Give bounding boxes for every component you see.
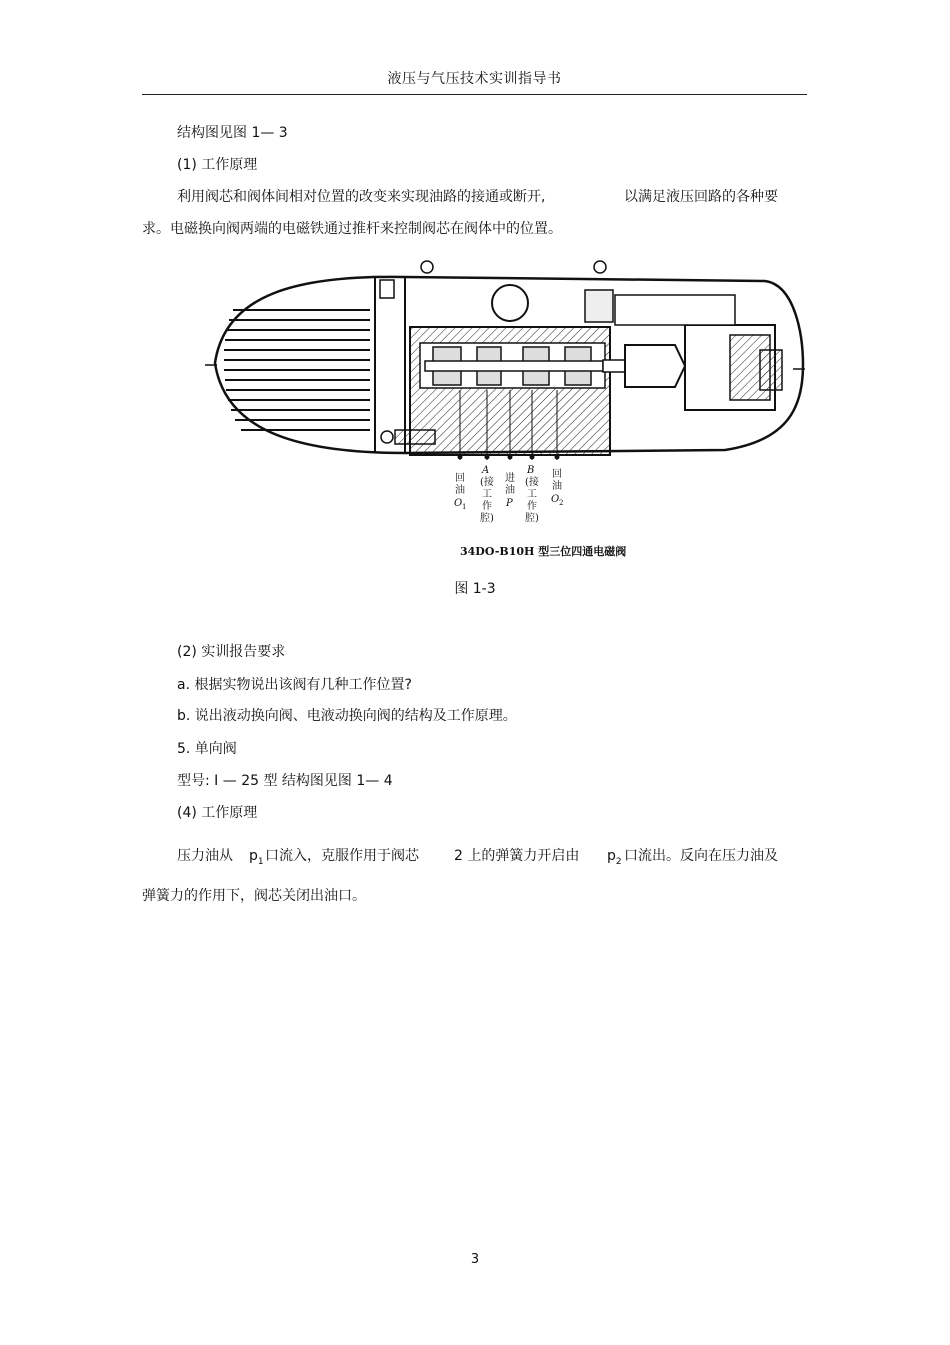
port-a-label-1: A [482,465,490,476]
connector [585,290,613,322]
check-valve-model: 型号: I — 25 型 结构图见图 1— 4 [177,773,393,789]
port-o2-label-2: 油 [552,481,562,492]
port-a-label-2: (接 [480,477,494,488]
requirement-b: b. 说出液动换向阀、电液动换向阀的结构及工作原理。 [177,708,517,724]
port-p-label-1: 进 [505,473,515,484]
port-o1-label-1: 回 [455,473,465,484]
port-o2-label-3: O [551,494,560,505]
valve-figure [205,255,805,565]
port-b-label-5: 腔) [525,513,539,524]
bottom-screw [395,430,435,444]
check-principle-p1: $p_1$ [249,848,264,867]
figure-caption: 图 1-3 [454,581,496,597]
check-principle-part-a: 压力油从 [177,848,233,864]
check-principle-part-d: 2 上的弹簧力开启由 [454,848,580,864]
top-port-circle [492,285,528,321]
port-b-label-3: 工 [527,489,537,500]
armature [625,345,685,387]
section-working-principle: (1) 工作原理 [177,157,258,173]
port-a-label-3: 工 [482,489,492,500]
port-b-label-2: (接 [525,477,539,488]
port-o1-sub: 1 [462,503,467,511]
check-principle-part-f: 口流出。反向在压力油及 [624,848,778,864]
port-o1-label-2: 油 [455,485,465,496]
port-a-label-5: 腔) [480,513,494,524]
port-p-label-3: P [506,498,513,509]
check-principle-part-c: 口流入，克服作用于阀芯 [265,848,419,864]
paragraph-principle-b: 以满足液压回路的各种要 [624,189,778,205]
section-report-requirements: (2) 实训报告要求 [177,644,286,660]
check-principle-continuation: 弹簧力的作用下，阀芯关闭出油口。 [142,888,366,904]
header-rule [142,94,807,95]
port-o2-sub: 2 [559,499,564,507]
requirement-a: a. 根据实物说出该阀有几种工作位置? [177,677,412,693]
check-principle-p2: $p_2$ [607,848,622,867]
page-number: 3 [470,1252,480,1267]
port-b-label-4: 作 [527,501,537,512]
section-working-principle-4: (4) 工作原理 [177,805,258,821]
port-a-label-4: 作 [482,501,492,512]
port-b-label-1: B [527,465,535,476]
valve-drawing [205,255,805,565]
paragraph-principle-c: 求。电磁换向阀两端的电磁铁通过推杆来控制阀芯在阀体中的位置。 [142,221,562,237]
port-p-label-2: 油 [505,485,515,496]
page-header: 液压与气压技术实训指导书 [387,71,562,87]
section-check-valve: 5. 单向阀 [177,741,237,757]
port-o2-label-1: 回 [552,469,562,480]
paragraph-structure-ref: 结构图见图 1— 3 [177,125,288,141]
port-o1-label-3: O [454,498,463,509]
paragraph-principle-a: 利用阀芯和阀体间相对位置的改变来实现油路的接通或断开, [177,189,546,205]
figure-title: 34DO-B10H 型三位四通电磁阀 [460,545,627,558]
